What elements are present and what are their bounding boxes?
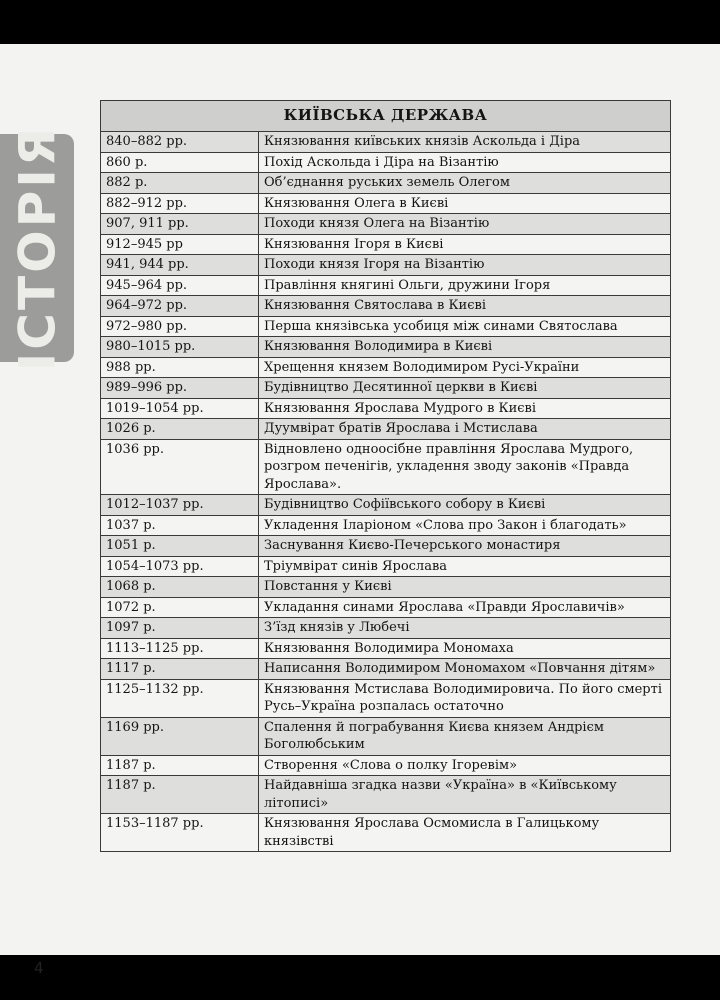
date-cell: 1037 р. [101,515,259,536]
date-cell: 882 р. [101,173,259,194]
date-cell: 840–882 рр. [101,132,259,153]
table-row [101,296,671,317]
event-cell: Укладання синами Ярослава «Правди Ярославичів» [259,597,671,618]
date-cell: 1068 р. [101,577,259,598]
event-cell: Об’єднання руських земель Олегом [259,173,671,194]
date-cell: 988 рр. [101,357,259,378]
table-row [101,638,671,659]
event-cell: Написання Володимиром Мономахом «Повчання дітям» [259,659,671,680]
table-body [101,132,671,852]
event-cell: З’їзд князів у Любечі [259,618,671,639]
event-cell: Тріумвірат синів Ярослава [259,556,671,577]
table-row [101,378,671,399]
table-row [101,515,671,536]
table-row [101,419,671,440]
event-cell: Повстання у Києві [259,577,671,598]
date-cell: 1019–1054 рр. [101,398,259,419]
event-cell: Хрещення князем Володимиром Русі-України [259,357,671,378]
table-row [101,214,671,235]
date-cell: 1169 рр. [101,717,259,755]
table-row [101,776,671,814]
table-row [101,255,671,276]
table-row [101,398,671,419]
event-cell: Князювання Ігоря в Києві [259,234,671,255]
date-cell: 1187 р. [101,755,259,776]
event-cell: Походи князя Ігоря на Візантію [259,255,671,276]
date-cell: 1012–1037 рр. [101,495,259,516]
table-row [101,357,671,378]
table-row [101,234,671,255]
event-cell: Князювання Ярослава Осмомисла в Галицькому князівстві [259,814,671,852]
date-cell: 941, 944 рр. [101,255,259,276]
section-tab [0,124,74,372]
table-row [101,597,671,618]
table-row [101,275,671,296]
event-cell: Похід Аскольда і Діра на Візантію [259,152,671,173]
table-row [101,132,671,153]
event-cell: Перша князівська усобиця між синами Святослава [259,316,671,337]
table-row [101,679,671,717]
date-cell: 1026 р. [101,419,259,440]
date-cell: 860 р. [101,152,259,173]
event-cell: Будівництво Десятинної церкви в Києві [259,378,671,399]
page-number: 4 [34,959,44,977]
date-cell: 1117 р. [101,659,259,680]
event-cell: Найдавніша згадка назви «Україна» в «Київському літописі» [259,776,671,814]
table-row [101,577,671,598]
date-cell: 1072 р. [101,597,259,618]
date-cell: 980–1015 рр. [101,337,259,358]
table-row [101,659,671,680]
date-cell: 1113–1125 рр. [101,638,259,659]
date-cell: 964–972 рр. [101,296,259,317]
event-cell: Спалення й пограбування Києва князем Андрієм Боголюбським [259,717,671,755]
event-cell: Створення «Слова о полку Ігоревім» [259,755,671,776]
table-row [101,173,671,194]
event-cell: Заснування Києво-Печерського монастиря [259,536,671,557]
date-cell: 1054–1073 рр. [101,556,259,577]
date-cell: 945–964 рр. [101,275,259,296]
event-cell: Правління княгині Ольги, дружини Ігоря [259,275,671,296]
date-cell: 1097 р. [101,618,259,639]
section-tab-label: ІСТОРІЯ [8,124,67,372]
table-row [101,439,671,495]
table-row [101,814,671,852]
table-row [101,316,671,337]
event-cell: Князювання Олега в Києві [259,193,671,214]
event-cell: Відновлено одноосібне правління Ярослава Мудрого, розгром печенігів, укладення зводу законів «Правда Ярослава». [259,439,671,495]
table-title: КИЇВСЬКА ДЕРЖАВА [101,101,671,132]
event-cell: Князювання Святослава в Києві [259,296,671,317]
date-cell: 989–996 рр. [101,378,259,399]
event-cell: Князювання Володимира Мономаха [259,638,671,659]
table-row [101,717,671,755]
table-row [101,755,671,776]
date-cell: 1051 р. [101,536,259,557]
table-row [101,337,671,358]
event-cell: Дуумвірат братів Ярослава і Мстислава [259,419,671,440]
table-row [101,536,671,557]
event-cell: Укладення Іларіоном «Слова про Закон і благодать» [259,515,671,536]
event-cell: Князювання Володимира в Києві [259,337,671,358]
table-row [101,193,671,214]
date-cell: 1187 р. [101,776,259,814]
date-cell: 1125–1132 рр. [101,679,259,717]
table-row [101,495,671,516]
event-cell: Будівництво Софіївського собору в Києві [259,495,671,516]
event-cell: Походи князя Олега на Візантію [259,214,671,235]
event-cell: Князювання Мстислава Володимировича. По його смерті Русь–Україна розпалась остаточно [259,679,671,717]
date-cell: 972–980 рр. [101,316,259,337]
table-row [101,152,671,173]
date-cell: 1153–1187 рр. [101,814,259,852]
table-row [101,618,671,639]
event-cell: Князювання Ярослава Мудрого в Києві [259,398,671,419]
event-cell: Князювання київських князів Аскольда і Діра [259,132,671,153]
date-cell: 907, 911 рр. [101,214,259,235]
chronology-table [100,100,671,852]
date-cell: 912–945 рр [101,234,259,255]
date-cell: 882–912 рр. [101,193,259,214]
date-cell: 1036 рр. [101,439,259,495]
table-row [101,556,671,577]
